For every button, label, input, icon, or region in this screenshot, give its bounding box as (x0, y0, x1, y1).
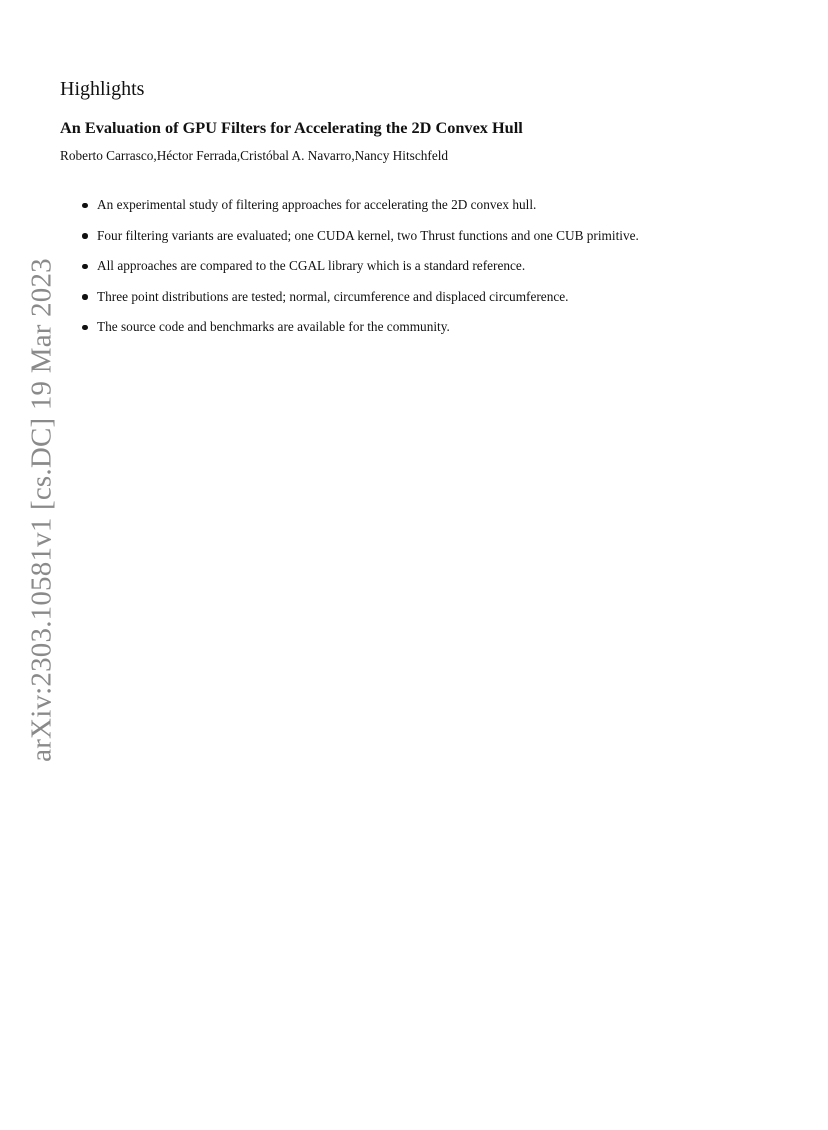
list-item (82, 288, 639, 319)
paper-title: An Evaluation of GPU Filters for Accelerating the 2D Convex Hull (60, 118, 523, 137)
highlight-text: Four filtering variants are evaluated; one CUDA kernel, two Thrust functions and one CUB primitive. (97, 227, 639, 243)
bullet-icon (82, 294, 88, 300)
list-item (82, 318, 639, 349)
highlights-list (82, 196, 639, 349)
highlight-text: An experimental study of filtering approaches for accelerating the 2D convex hull. (97, 197, 537, 212)
list-item (82, 227, 639, 258)
section-heading: Highlights (60, 78, 145, 100)
list-item (82, 257, 639, 288)
highlight-text: All approaches are compared to the CGAL library which is a standard reference. (97, 258, 526, 273)
bullet-icon (82, 264, 88, 270)
list-item (82, 196, 639, 227)
highlight-text: Three point distributions are tested; normal, circumference and displaced circumference. (97, 288, 569, 304)
bullet-icon (82, 203, 88, 209)
bullet-icon (82, 233, 88, 239)
highlight-text: The source code and benchmarks are available for the community. (97, 319, 450, 334)
arxiv-identifier-stamp: arXiv:2303.10581v1 [cs.DC] 19 Mar 2023 (25, 258, 58, 762)
author-list: Roberto Carrasco,Héctor Ferrada,Cristóbal A. Navarro,Nancy Hitschfeld (60, 148, 449, 163)
bullet-icon (82, 325, 88, 331)
